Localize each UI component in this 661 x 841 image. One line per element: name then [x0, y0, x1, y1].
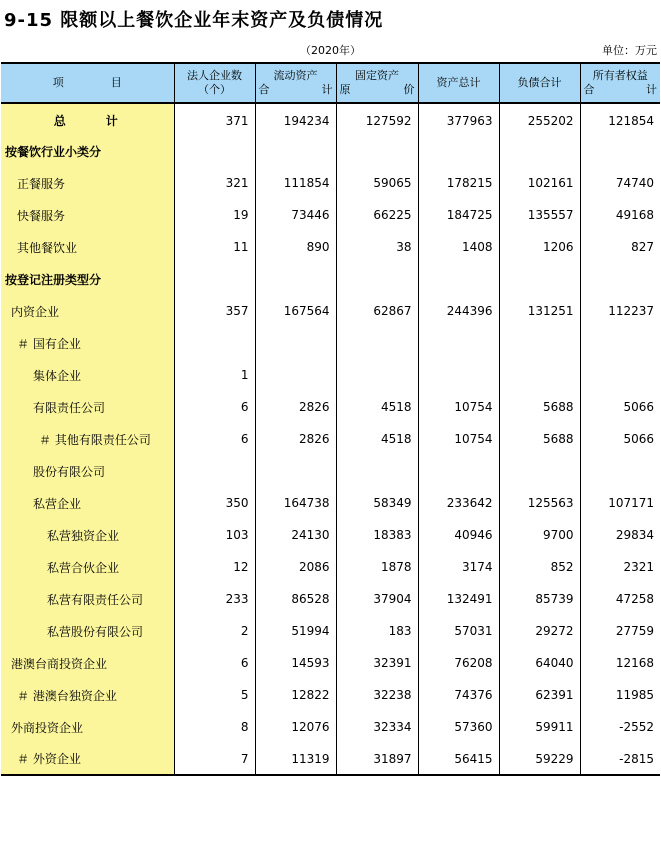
table-row: [1, 519, 660, 551]
cell-current-assets: 51994: [255, 615, 336, 647]
row-label: ＃ 国有企业: [1, 327, 174, 359]
cell-total-assets: 57360: [418, 711, 499, 743]
cell-current-assets: 11319: [255, 743, 336, 775]
cell-owners-equity: 121854: [580, 103, 660, 135]
cell-owners-equity: -2552: [580, 711, 660, 743]
cell-owners-equity: 5066: [580, 391, 660, 423]
header-fixed-assets: 固定资产 原 价: [336, 63, 418, 103]
cell-current-assets: 73446: [255, 199, 336, 231]
cell-total-assets: 132491: [418, 583, 499, 615]
cell-current-assets: [255, 455, 336, 487]
table-row: [1, 647, 660, 679]
cell-current-assets: 86528: [255, 583, 336, 615]
cell-total-liabilities: 5688: [499, 391, 580, 423]
cell-enterprise-count: [174, 455, 255, 487]
cell-owners-equity: 112237: [580, 295, 660, 327]
cell-fixed-assets: 4518: [336, 423, 418, 455]
table-header: [1, 63, 660, 103]
cell-total-assets: 76208: [418, 647, 499, 679]
cell-fixed-assets: 32238: [336, 679, 418, 711]
cell-total-assets: 3174: [418, 551, 499, 583]
cell-fixed-assets: [336, 135, 418, 167]
row-label: 私营有限责任公司: [1, 583, 174, 615]
cell-fixed-assets: [336, 455, 418, 487]
cell-owners-equity: 2321: [580, 551, 660, 583]
page-title: 9-15 限额以上餐饮企业年末资产及负债情况: [4, 10, 384, 31]
cell-total-assets: 1408: [418, 231, 499, 263]
cell-current-assets: 890: [255, 231, 336, 263]
cell-total-assets: 74376: [418, 679, 499, 711]
table-row-section: [1, 263, 660, 295]
row-label: 私营合伙企业: [1, 551, 174, 583]
cell-owners-equity: [580, 263, 660, 295]
cell-total-assets: [418, 359, 499, 391]
table-body: [1, 103, 660, 775]
table-row: [1, 583, 660, 615]
cell-fixed-assets: 58349: [336, 487, 418, 519]
cell-total-liabilities: 102161: [499, 167, 580, 199]
cell-total-assets: [418, 327, 499, 359]
table-row: [1, 743, 660, 775]
cell-total-assets: 377963: [418, 103, 499, 135]
cell-enterprise-count: 12: [174, 551, 255, 583]
cell-owners-equity: 12168: [580, 647, 660, 679]
cell-enterprise-count: 7: [174, 743, 255, 775]
table-row-section: [1, 135, 660, 167]
cell-current-assets: [255, 135, 336, 167]
cell-total-assets: 184725: [418, 199, 499, 231]
cell-fixed-assets: 38: [336, 231, 418, 263]
header-item: 项 目: [1, 63, 174, 103]
header-current-assets: 流动资产 合 计: [255, 63, 336, 103]
cell-owners-equity: [580, 455, 660, 487]
row-label: 港澳台商投资企业: [1, 647, 174, 679]
cell-current-assets: 167564: [255, 295, 336, 327]
cell-total-liabilities: [499, 359, 580, 391]
row-label: 集体企业: [1, 359, 174, 391]
section-heading: 按登记注册类型分: [1, 263, 174, 295]
header-total-assets: 资产总计: [418, 63, 499, 103]
cell-owners-equity: 5066: [580, 423, 660, 455]
cell-total-liabilities: 5688: [499, 423, 580, 455]
header-enterprise-count: 法人企业数 （个）: [174, 63, 255, 103]
cell-total-liabilities: 131251: [499, 295, 580, 327]
cell-owners-equity: 74740: [580, 167, 660, 199]
row-label: ＃ 外资企业: [1, 743, 174, 775]
table-row: [1, 231, 660, 263]
table-row: [1, 423, 660, 455]
cell-fixed-assets: 18383: [336, 519, 418, 551]
cell-fixed-assets: 32334: [336, 711, 418, 743]
cell-fixed-assets: [336, 359, 418, 391]
cell-owners-equity: -2815: [580, 743, 660, 775]
cell-owners-equity: 27759: [580, 615, 660, 647]
cell-enterprise-count: 103: [174, 519, 255, 551]
cell-total-liabilities: 64040: [499, 647, 580, 679]
cell-fixed-assets: 127592: [336, 103, 418, 135]
cell-current-assets: 14593: [255, 647, 336, 679]
cell-owners-equity: 29834: [580, 519, 660, 551]
row-label: 其他餐饮业: [1, 231, 174, 263]
row-label: ＃ 港澳台独资企业: [1, 679, 174, 711]
cell-fixed-assets: 31897: [336, 743, 418, 775]
cell-total-assets: 244396: [418, 295, 499, 327]
section-heading: 按餐饮行业小类分: [1, 135, 174, 167]
cell-fixed-assets: 37904: [336, 583, 418, 615]
cell-fixed-assets: 4518: [336, 391, 418, 423]
cell-current-assets: 24130: [255, 519, 336, 551]
table-row: [1, 167, 660, 199]
cell-enterprise-count: [174, 327, 255, 359]
cell-enterprise-count: 350: [174, 487, 255, 519]
table-row: [1, 487, 660, 519]
cell-fixed-assets: [336, 327, 418, 359]
cell-fixed-assets: 183: [336, 615, 418, 647]
header-total-liabilities: 负债合计: [499, 63, 580, 103]
row-label: 正餐服务: [1, 167, 174, 199]
row-label: 有限责任公司: [1, 391, 174, 423]
table-row: [1, 391, 660, 423]
cell-enterprise-count: 357: [174, 295, 255, 327]
cell-enterprise-count: 233: [174, 583, 255, 615]
cell-enterprise-count: 6: [174, 391, 255, 423]
cell-total-liabilities: 29272: [499, 615, 580, 647]
row-label: 总 计: [1, 103, 174, 135]
cell-total-assets: 10754: [418, 423, 499, 455]
cell-fixed-assets: 62867: [336, 295, 418, 327]
cell-total-liabilities: [499, 455, 580, 487]
cell-total-liabilities: 1206: [499, 231, 580, 263]
cell-current-assets: [255, 327, 336, 359]
cell-current-assets: 2826: [255, 423, 336, 455]
table-row: [1, 455, 660, 487]
cell-total-liabilities: 135557: [499, 199, 580, 231]
cell-current-assets: [255, 263, 336, 295]
row-label: ＃ 其他有限责任公司: [1, 423, 174, 455]
cell-total-assets: [418, 135, 499, 167]
cell-enterprise-count: [174, 135, 255, 167]
row-label: 私营独资企业: [1, 519, 174, 551]
cell-current-assets: 164738: [255, 487, 336, 519]
table-row-total: [1, 103, 660, 135]
cell-current-assets: 2086: [255, 551, 336, 583]
cell-owners-equity: [580, 359, 660, 391]
cell-total-assets: 233642: [418, 487, 499, 519]
cell-total-liabilities: 85739: [499, 583, 580, 615]
cell-total-liabilities: 62391: [499, 679, 580, 711]
cell-total-liabilities: [499, 135, 580, 167]
cell-fixed-assets: 32391: [336, 647, 418, 679]
cell-fixed-assets: [336, 263, 418, 295]
cell-owners-equity: 47258: [580, 583, 660, 615]
cell-owners-equity: 827: [580, 231, 660, 263]
cell-current-assets: 2826: [255, 391, 336, 423]
cell-enterprise-count: 8: [174, 711, 255, 743]
cell-enterprise-count: 321: [174, 167, 255, 199]
cell-fixed-assets: 1878: [336, 551, 418, 583]
cell-total-liabilities: [499, 263, 580, 295]
header-row: [1, 63, 660, 103]
row-label: 外商投资企业: [1, 711, 174, 743]
cell-enterprise-count: 6: [174, 647, 255, 679]
cell-total-liabilities: 125563: [499, 487, 580, 519]
cell-total-liabilities: 255202: [499, 103, 580, 135]
cell-total-liabilities: 9700: [499, 519, 580, 551]
cell-fixed-assets: 59065: [336, 167, 418, 199]
year-note: （2020年）: [300, 44, 361, 57]
row-label: 内资企业: [1, 295, 174, 327]
table-row: [1, 359, 660, 391]
row-label: 快餐服务: [1, 199, 174, 231]
cell-enterprise-count: 11: [174, 231, 255, 263]
cell-current-assets: 12076: [255, 711, 336, 743]
header-owners-equity: 所有者权益 合 计: [580, 63, 660, 103]
cell-total-liabilities: 852: [499, 551, 580, 583]
unit-note: 单位：万元: [602, 44, 657, 57]
table-row: [1, 711, 660, 743]
table-row: [1, 551, 660, 583]
cell-total-assets: 178215: [418, 167, 499, 199]
table-row: [1, 327, 660, 359]
cell-enterprise-count: 1: [174, 359, 255, 391]
cell-total-liabilities: [499, 327, 580, 359]
row-label: 私营股份有限公司: [1, 615, 174, 647]
cell-enterprise-count: 371: [174, 103, 255, 135]
cell-owners-equity: 107171: [580, 487, 660, 519]
cell-total-assets: 57031: [418, 615, 499, 647]
cell-total-assets: 10754: [418, 391, 499, 423]
row-label: 私营企业: [1, 487, 174, 519]
cell-total-liabilities: 59229: [499, 743, 580, 775]
cell-fixed-assets: 66225: [336, 199, 418, 231]
cell-enterprise-count: [174, 263, 255, 295]
cell-enterprise-count: 6: [174, 423, 255, 455]
cell-owners-equity: [580, 135, 660, 167]
cell-current-assets: 111854: [255, 167, 336, 199]
cell-enterprise-count: 2: [174, 615, 255, 647]
cell-current-assets: 194234: [255, 103, 336, 135]
cell-total-assets: [418, 455, 499, 487]
cell-total-assets: 40946: [418, 519, 499, 551]
cell-total-assets: [418, 263, 499, 295]
row-label: 股份有限公司: [1, 455, 174, 487]
table-row: [1, 615, 660, 647]
cell-total-liabilities: 59911: [499, 711, 580, 743]
cell-current-assets: 12822: [255, 679, 336, 711]
table-row: [1, 199, 660, 231]
table-row: [1, 295, 660, 327]
cell-total-assets: 56415: [418, 743, 499, 775]
data-table: [1, 62, 660, 776]
cell-enterprise-count: 5: [174, 679, 255, 711]
cell-owners-equity: 49168: [580, 199, 660, 231]
cell-owners-equity: [580, 327, 660, 359]
cell-owners-equity: 11985: [580, 679, 660, 711]
table-row: [1, 679, 660, 711]
cell-enterprise-count: 19: [174, 199, 255, 231]
cell-current-assets: [255, 359, 336, 391]
